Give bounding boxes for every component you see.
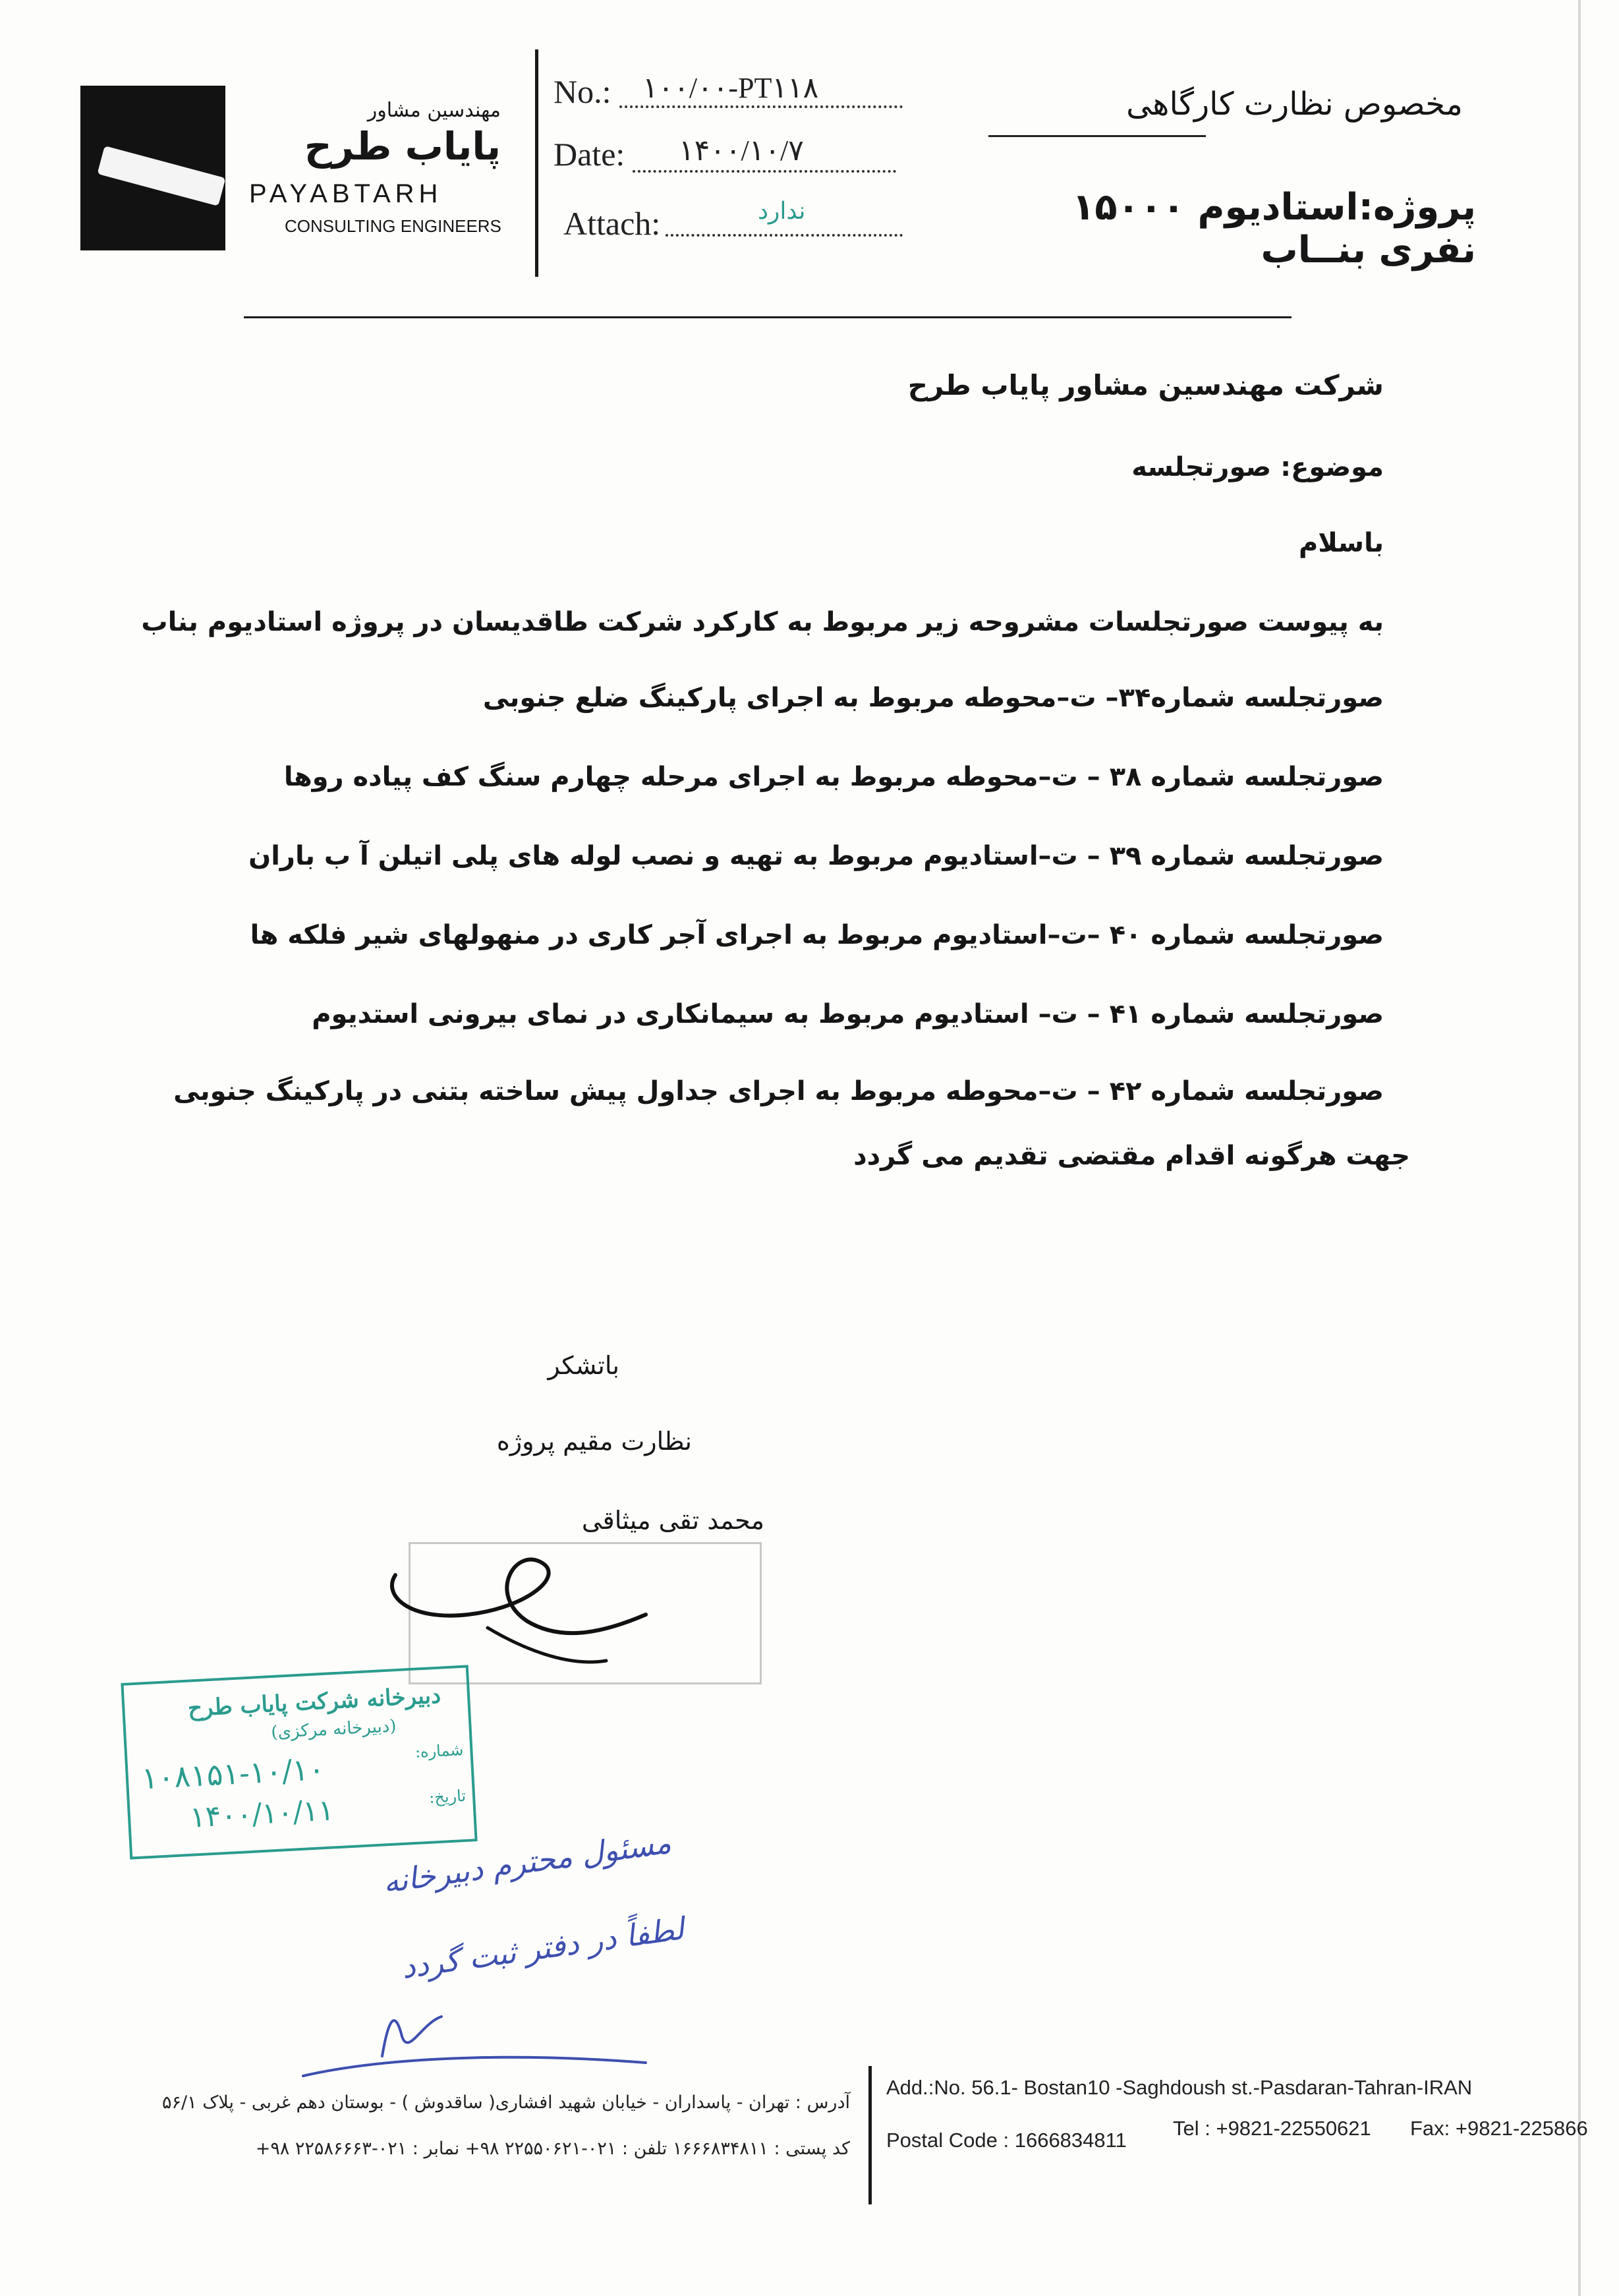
footer-address-fa: آدرس : تهران - پاسداران - خیابان شهید افشاری( ساقدوش ) - بوستان دهم غربی - پلاک ۵۶/۱ [162,2092,850,2113]
minutes-item-3: صورتجلسه شماره ۳۹ – ت–استادیوم مربوط به تهیه و نصب لوله های پلی اتیلن آ ب باران [248,841,1384,871]
attachment-line [666,234,903,237]
footer-postal-en: Postal Code : 1666834811 [886,2129,1127,2152]
supervision-underline [988,135,1206,137]
subject: موضوع: صورتجلسه [1131,452,1384,482]
closing-line: جهت هرگونه اقدام مقتضی تقدیم می گردد [853,1141,1410,1171]
stamp-line-1: دبیرخانه شرکت پایاب طرح [187,1682,442,1722]
letter-number-line [619,105,903,108]
thanks: باتشکر [548,1351,619,1380]
attachment-label: Attach: [563,205,661,242]
page-edge [1578,0,1581,2296]
handwritten-note-line-2: لطفاً در دفتر ثبت گردد [399,1910,687,1986]
registry-stamp [121,1665,477,1859]
letter-number-value: ۱۰۰/۰۰-PT۱۱۸ [642,72,819,104]
logo-subtitle-en: CONSULTING ENGINEERS [285,216,501,236]
attachment-value: ندارد [758,198,806,225]
supervision-label: مخصوص نظارت کارگاهی [1126,86,1463,123]
intro-line: به پیوست صورتجلسات مشروحه زیر مربوط به کارکرد شرکت طاقدیسان در پروژه استادیوم بناب [141,607,1384,637]
greeting: باسلام [1298,528,1384,558]
footer-contact-fa: کد پستی : ۱۶۶۶۸۳۴۸۱۱ تلفن : ۰۲۱-۲۲۵۵۰۶۲۱ ۹۸+ نمابر : ۰۲۱-۲۲۵۸۶۶۶۳ ۹۸+ [255,2138,850,2159]
stamp-line-2: (دبیرخانه مرکزی) [270,1716,397,1743]
logo-name-fa: پایاب طرح [304,124,501,169]
minutes-item-2: صورتجلسه شماره ۳۸ – ت–محوطه مربوط به اجرای مرحله چهارم سنگ کف پیاده روها [283,762,1384,792]
stamp-number-label: شماره: [414,1740,465,1762]
recipient: شرکت مهندسین مشاور پایاب طرح [907,369,1384,401]
sender-name: محمد تقی میثاقی [581,1506,764,1535]
header-divider [535,49,538,277]
footer-divider [868,2066,872,2204]
footer-address-en: Add.:No. 56.1- Bostan10 -Saghdoush st.-Pasdaran-Tahran-IRAN [886,2076,1473,2099]
minutes-item-5: صورتجلسه شماره ۴۱ – ت– استادیوم مربوط به سیمانکاری در نمای بیرونی استدیوم [312,999,1384,1029]
stamp-number-value: ۱۰۸۱۵۱-۱۰/۱۰ [140,1751,326,1796]
logo-subtitle-fa: مهندسین مشاور [367,99,501,122]
stamp-date-value: ۱۴۰۰/۱۰/۱۱ [188,1793,335,1835]
letter-number-label: No.: [554,73,611,110]
logo-name-en: PAYABTARH [249,179,443,208]
minutes-item-6: صورتجلسه شماره ۴۲ – ت–محوطه مربوط به اجرای جداول پیش ساخته بتنی در پارکینگ جنوبی [173,1076,1384,1106]
handwritten-note-line-1: مسئول محترم دبیرخانه [380,1824,673,1901]
project-title: پروژه:استادیوم ۱۵۰۰۰ نفری بنــاب [1072,186,1476,272]
minutes-item-4: صورتجلسه شماره ۴۰ –ت–استادیوم مربوط به اجرای آجر کاری در منهولهای شیر فلکه ها [250,920,1384,950]
letter-date-label: Date: [554,136,625,173]
letter-date-line [633,170,896,173]
letter-date-value: ۱۴۰۰/۱۰/۷ [679,134,804,167]
sender-title: نظارت مقیم پروژه [496,1427,692,1456]
header-rule [244,316,1292,318]
footer-tel-en: Tel : +9821-22550621 [1173,2117,1371,2140]
stamp-date-label: تاریخ: [428,1786,467,1807]
minutes-item-1: صورتجلسه شماره۳۴– ت–محوطه مربوط به اجرای پارکینگ ضلع جنوبی [482,683,1384,713]
footer-fax-en: Fax: +9821-225866 [1410,2117,1588,2140]
handwritten-stroke [297,2050,652,2089]
